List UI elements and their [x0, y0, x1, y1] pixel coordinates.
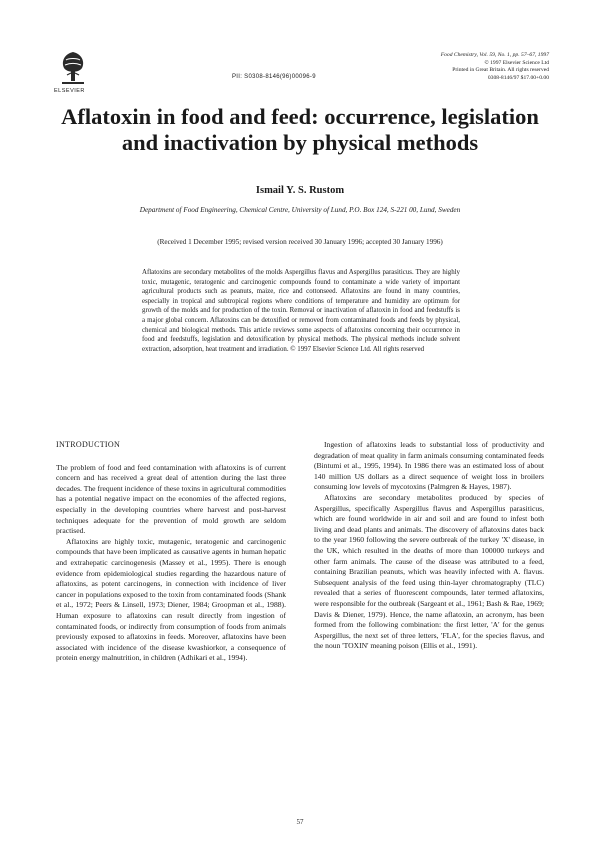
- pii-code: PII: S0308-8146(96)00096-9: [232, 74, 316, 80]
- journal-line: Food Chemistry, Vol. 59, No. 1, pp. 57–67, 1997: [440, 52, 549, 58]
- left-column: [56, 440, 286, 664]
- body-paragraph: Aflatoxins are highly toxic, mutagenic, teratogenic and carcinogenic compounds that have been implicated as causative agents in human hepatic and extrahepatic carcinogenesis (Massey et al., 1995). There is enough evidence from epidemiological studies regarding the hazardous nature of aflatoxins, as potent carcinogens, in connection with incidence of liver cancer in populations exposed to the toxin from contaminated foods (Shank et al., 1972; Peers & Linsell, 1973; Diener, 1984; Groopman et al., 1988). Human exposure to aflatoxins can result directly from ingestion of contaminated foods, or indirectly from consumption of foods from animals previously exposed to aflatoxins in feeds. Moreover, aflatoxins have been associated with incidence of the disease kwashiorkor, a consequence of protein energy malnutrition, in children (Adhikari et al., 1994).: [56, 536, 286, 663]
- journal-line: 0308-8146/97 $17.00+0.00: [487, 74, 549, 81]
- page-number: 57: [296, 818, 304, 826]
- received-dates: (Received 1 December 1995; revised version received 30 January 1996; accepted 30 January 1996): [157, 238, 443, 246]
- body-paragraph: The problem of food and feed contamination with aflatoxins is of current concern and has received a great deal of attention during the last three decades. The frequent incidence of these toxins in agricultural commodities has a potential negative impact on the economies of the affected regions, especially in the developing countries where harvest and post-harvest techniques adequate for the prevention of mold growth are seldom practised.: [56, 462, 286, 536]
- right-column: [314, 440, 544, 652]
- journal-line: Printed in Great Britain. All rights reserved: [452, 67, 549, 74]
- section-heading: INTRODUCTION: [56, 440, 121, 449]
- journal-citation: [369, 52, 549, 82]
- elsevier-tree-logo-icon: [58, 48, 88, 86]
- abstract: Aflatoxins are secondary metabolites of the molds Aspergillus flavus and Aspergillus parasiticus. They are highly toxic, mutagenic, teratogenic and carcinogenic compounds found to contaminate a wide variety of important agricultural products such as peanuts, maize, rice and cottonseed. Aflatoxins are found in many countries, especially in tropical and subtropical regions where conditions of temperature and humidity are optimum for growth of the molds and for production of the toxin. Removal or inactivation of aflatoxin in food and feedstuffs is a major global concern. Aflatoxins can be detoxified or removed from contaminated foods and feeds by physical, chemical and biological methods. This article reviews some aspects of aflatoxins concerning their occurrence in food and feedstuffs, legislation and detoxification by physical methods. The physical methods include solvent extraction, adsorption, heat treatment and irradiation. © 1997 Elsevier Science Ltd. All rights reserved: [142, 269, 460, 353]
- body-paragraph: Ingestion of aflatoxins leads to substantial loss of productivity and degradation of meat quality in farm animals consuming contaminated feeds (Bintumi et al., 1995, 1994). In 1986 there was an estimated loss of about 140 million US dollars as a direct sequence of weight loss in broilers consuming low levels of mycotoxins (Palmgren & Hayes, 1987).: [314, 440, 544, 492]
- journal-line: © 1997 Elsevier Science Ltd: [484, 59, 549, 66]
- author-affiliation: Department of Food Engineering, Chemical Centre, University of Lund, P.O. Box 124, S-221 00, Lund, Sweden: [139, 206, 461, 214]
- publisher-name: ELSEVIER: [54, 88, 85, 94]
- body-paragraph: Aflatoxins are secondary metabolites produced by species of Aspergillus, specifically Aspergillus flavus and Aspergillus parasiticus, which are found worldwide in air and soil and are found to infest both living and dead plants and animals. The discovery of aflatoxins dates back to the year 1960 following the severe outbreak of the turkey 'X' disease, in the UK, which resulted in the deaths of more than 100000 turkeys and other farm animals. The cause of the disease was attributed to a feed, containing Brazilian peanuts, which was heavily infected with A. flavus. Subsequent analysis of the feed using thin-layer chromatography (TLC) revealed that a series of fluorescent compounds, later termed aflatoxins, were responsible for the outbreak (Sargeant et al., 1961; Bash & Rae, 1969; Davis & Diener, 1979). Hence, the name aflatoxin, an acronym, has been formed from the following combination: the first letter, 'A' for the genus Aspergillus, the next set of three letters, 'FLA', for the species flavus, and the noun 'TOXIN' meaning poison (Ellis et al., 1991).: [314, 492, 544, 651]
- article-title: Aflatoxin in food and feed: occurrence, legislation and inactivation by physical methods: [61, 104, 539, 155]
- author-name: Ismail Y. S. Rustom: [255, 185, 345, 196]
